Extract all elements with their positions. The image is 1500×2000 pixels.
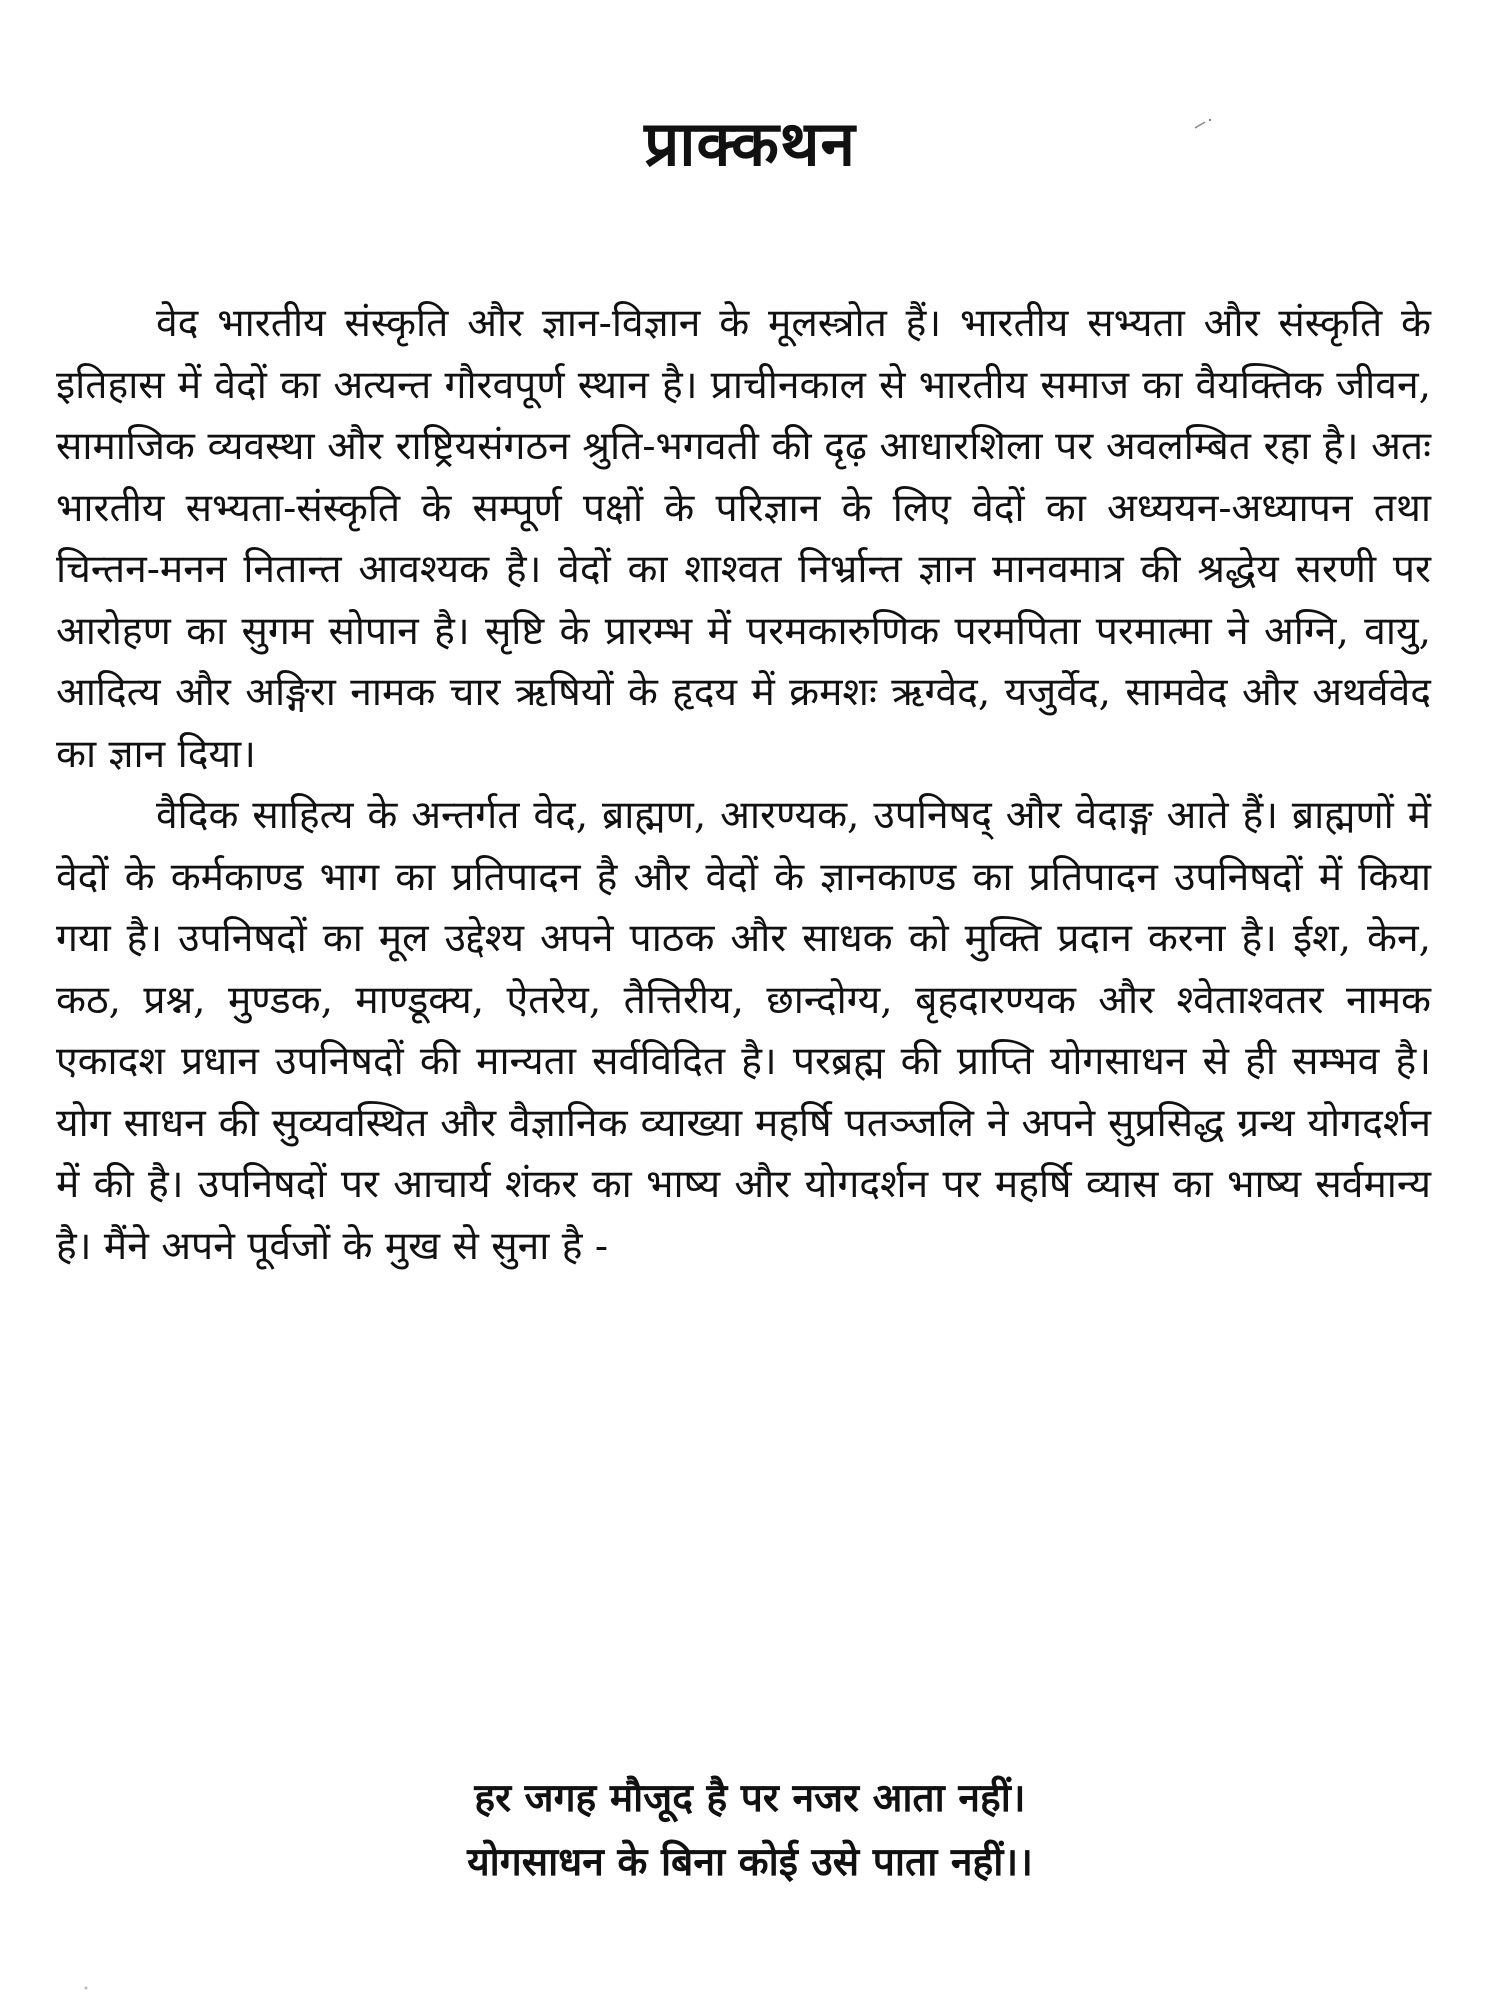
couplet — [0, 1767, 1500, 1895]
paragraph-2: वैदिक साहित्य के अन्तर्गत वेद, ब्राह्मण, आरण्यक, उपनिषद् और वेदाङ्ग आते हैं। ब्राह्मणों में वेदों के कर्मकाण्ड भाग का प्रतिपादन है और वेदों के ज्ञानकाण्ड का प्रतिपादन उपनिषदों में किया गया है। उपनिषदों का मूल उद्देश्य अपने पाठक और साधक को मुक्ति प्रदान करना है। ईश, केन, कठ, प्रश्न, मुण्डक, माण्डूक्य, ऐतरेय, तैत्तिरीय, छान्दोग्य, बृहदारण्यक और श्वेताश्वतर नामक एकादश प्रधान उपनिषदों की मान्यता सर्वविदित है। परब्रह्म की प्राप्ति योगसाधन से ही सम्भव है। योग साधन की सुव्यवस्थित और वैज्ञानिक व्याख्या महर्षि पतञ्जलि ने अपने सुप्रसिद्ध ग्रन्थ योगदर्शन में की है। उपनिषदों पर आचार्य शंकर का भाष्य और योगदर्शन पर महर्षि व्यास का भाष्य सर्वमान्य है। मैंने अपने पूर्वजों के मुख से सुना है - — [56, 793, 1431, 1269]
couplet-line-1: हर जगह मौजूद है पर नजर आता नहीं। — [474, 1776, 1026, 1821]
couplet-line-2: योगसाधन के बिना कोई उसे पाता नहीं।। — [467, 1840, 1033, 1885]
paragraph-1: वेद भारतीय संस्कृति और ज्ञान-विज्ञान के मूलस्त्रोत हैं। भारतीय सभ्यता और संस्कृति के इतिहास में वेदों का अत्यन्त गौरवपूर्ण स्थान है। प्राचीनकाल से भारतीय समाज का वैयक्तिक जीवन, सामाजिक व्यवस्था और राष्ट्रियसंगठन श्रुति-भगवती की दृढ़ आधारशिला पर अवलम्बित रहा है। अतः भारतीय सभ्यता-संस्कृति के सम्पूर्ण पक्षों के परिज्ञान के लिए वेदों का अध्ययन-अध्यापन तथा चिन्तन-मनन नितान्त आवश्यक है। वेदों का शाश्वत निर्भ्रान्त ज्ञान मानवमात्र की श्रद्धेय सरणी पर आरोहण का सुगम सोपान है। सृष्टि के प्रारम्भ में परमकारुणिक परमपिता परमात्मा ने अग्नि, वायु, आदित्य और अङ्गिरा नामक चार ऋषियों के हृदय में क्रमशः ऋग्वेद, यजुर्वेद, सामवेद और अथर्ववेद का ज्ञान दिया। — [56, 301, 1431, 777]
page-title: प्राक्कथन — [644, 107, 856, 180]
body-text — [56, 293, 1431, 1277]
